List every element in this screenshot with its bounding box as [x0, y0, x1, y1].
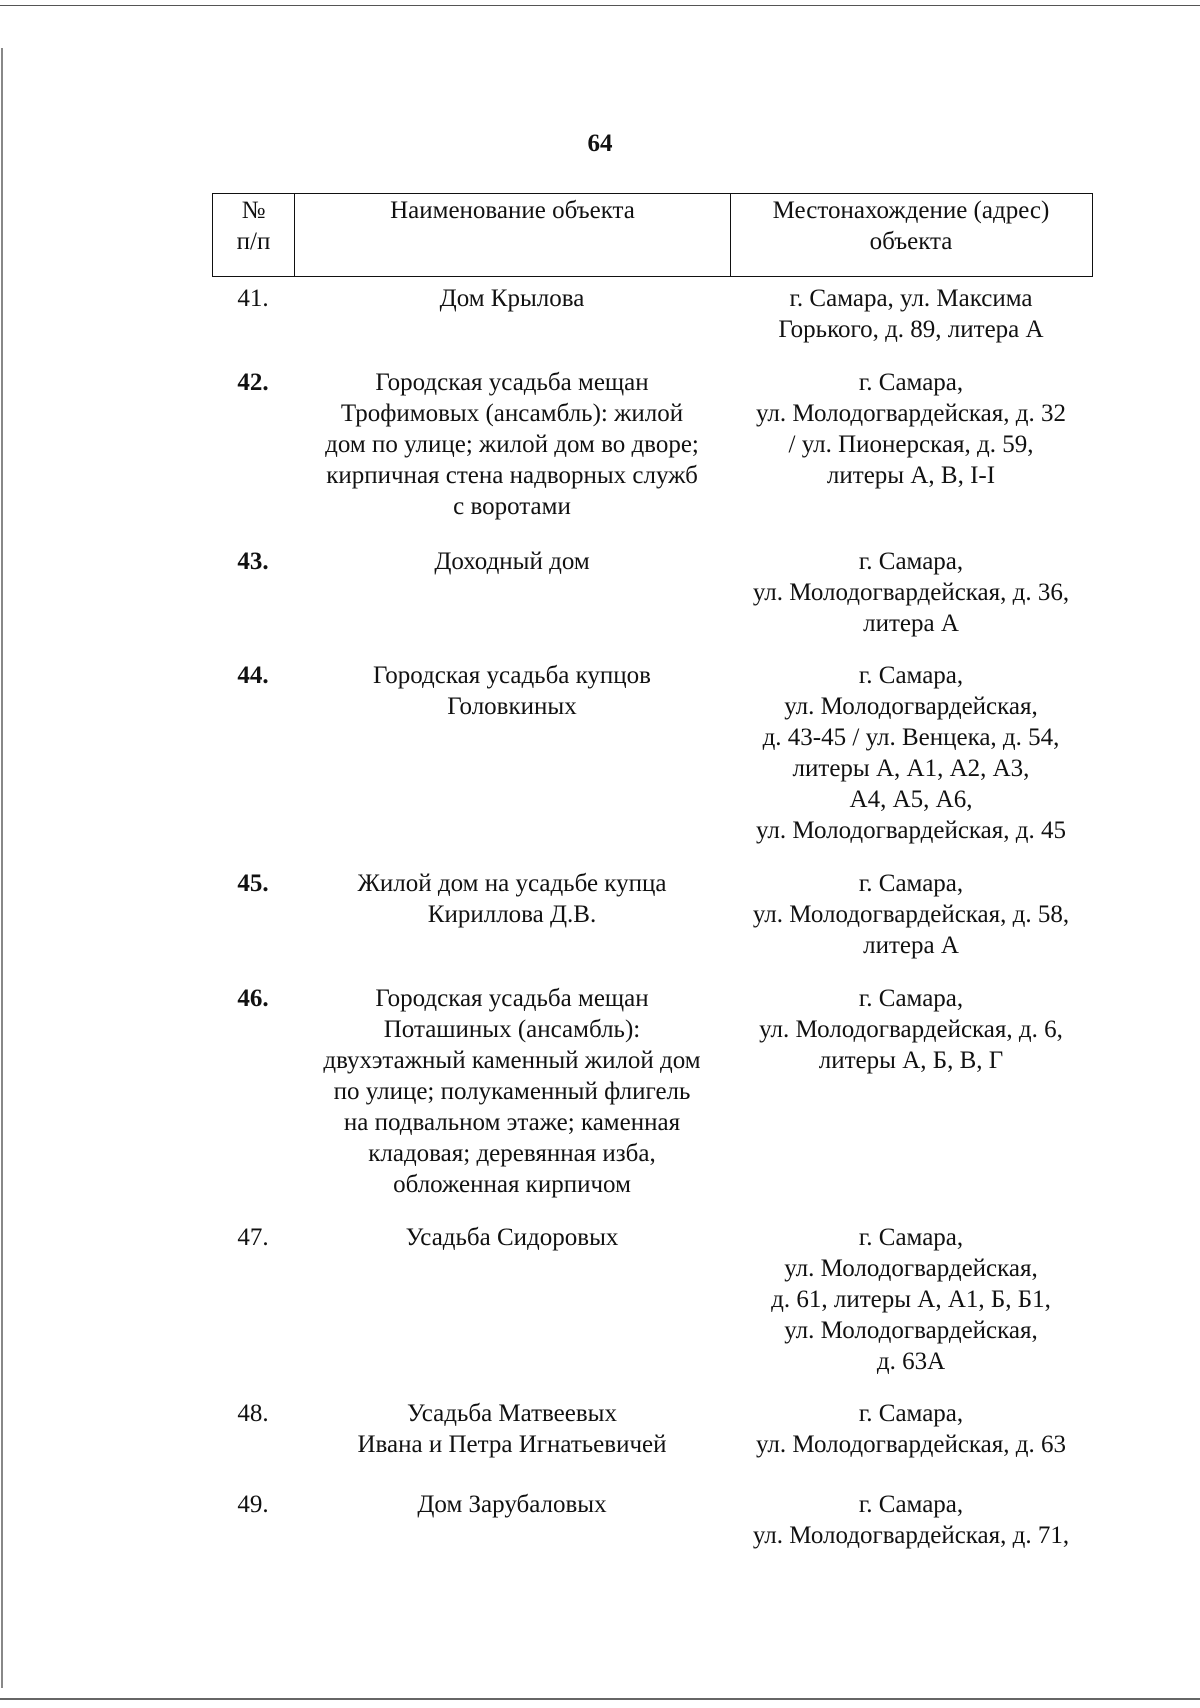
object-address-line: ул. Молодогвардейская, д. 45	[756, 817, 1066, 844]
object-name-line: Жилой дом на усадьбе купца	[357, 870, 667, 897]
object-name-line: Городская усадьба мещан	[375, 985, 649, 1012]
object-address-line: д. 63А	[876, 1348, 946, 1375]
object-address-line: ул. Молодогвардейская,	[784, 693, 1038, 720]
object-address-line: литеры А, А1, А2, А3,	[792, 755, 1030, 782]
object-address-line: литера А	[863, 610, 959, 637]
object-name-line: по улице; полукаменный флигель	[333, 1078, 691, 1105]
object-address-line: ул. Молодогвардейская,	[784, 1317, 1038, 1344]
object-address-cell	[730, 1489, 1092, 1551]
header-name-label: Наименование объекта	[390, 197, 635, 224]
header-address-label-1: Местонахождение (адрес)	[772, 197, 1050, 224]
object-address-line: ул. Молодогвардейская, д. 32	[756, 400, 1066, 427]
table-header	[212, 193, 1093, 277]
object-name-line: Кириллова Д.В.	[427, 901, 597, 928]
row-number: 42.	[237, 369, 269, 396]
object-name-cell	[294, 983, 730, 1200]
object-address-line: ул. Молодогвардейская,	[784, 1255, 1038, 1282]
page-number: 64	[587, 130, 613, 157]
object-address-line: литеры А, Б, В, Г	[818, 1047, 1004, 1074]
object-address-cell	[730, 1222, 1092, 1377]
object-address-cell	[730, 660, 1092, 846]
object-name-cell	[294, 1398, 730, 1460]
object-address-cell	[730, 983, 1092, 1076]
scan-edge-top	[0, 5, 1200, 6]
object-name-line: дом по улице; жилой дом во дворе;	[325, 431, 699, 458]
object-name-cell	[294, 1489, 730, 1520]
object-name-cell	[294, 283, 730, 314]
object-address-line: г. Самара,	[858, 1400, 964, 1427]
header-address-column	[731, 194, 1091, 276]
object-address-line: ул. Молодогвардейская, д. 58,	[752, 901, 1070, 928]
object-address-line: г. Самара,	[858, 985, 964, 1012]
object-name-line: Городская усадьба купцов	[372, 662, 651, 689]
object-address-cell	[730, 1398, 1092, 1460]
object-address-line: г. Самара,	[858, 1491, 964, 1518]
row-number: 44.	[237, 662, 269, 689]
object-address-line: ул. Молодогвардейская, д. 6,	[759, 1016, 1063, 1043]
object-address-line: ул. Молодогвардейская, д. 71,	[752, 1522, 1070, 1549]
object-address-line: / ул. Пионерская, д. 59,	[788, 431, 1034, 458]
object-name-line: Ивана и Петра Игнатьевичей	[357, 1431, 667, 1458]
header-address-label-2: объекта	[869, 228, 953, 255]
row-number: 45.	[237, 870, 269, 897]
object-address-line: литеры А, В, I-I	[826, 462, 996, 489]
object-name-cell	[294, 1222, 730, 1253]
row-number: 46.	[237, 985, 269, 1012]
object-name-line: двухэтажный каменный жилой дом	[323, 1047, 701, 1074]
scan-edge-bottom	[0, 1698, 1200, 1700]
object-address-line: г. Самара, ул. Максима	[789, 285, 1033, 312]
object-address-line: ул. Молодогвардейская, д. 36,	[752, 579, 1070, 606]
object-name-line: Доходный дом	[434, 548, 590, 575]
object-name-line: с воротами	[453, 493, 571, 520]
object-name-cell	[294, 546, 730, 577]
object-address-cell	[730, 283, 1092, 345]
header-number-abbrev: п/п	[236, 228, 271, 255]
object-name-line: Трофимовых (ансамбль): жилой	[340, 400, 684, 427]
object-address-cell	[730, 367, 1092, 491]
header-name-column	[295, 194, 731, 276]
object-name-line: Дом Крылова	[439, 285, 585, 312]
object-address-line: литера А	[863, 932, 959, 959]
object-name-line: на подвальном этаже; каменная	[343, 1109, 681, 1136]
row-number: 41.	[237, 285, 269, 312]
header-number-column	[213, 194, 295, 276]
row-number: 43.	[237, 548, 269, 575]
object-address-cell	[730, 868, 1092, 961]
object-name-cell	[294, 868, 730, 930]
object-name-cell	[294, 367, 730, 522]
object-address-line: г. Самара,	[858, 369, 964, 396]
object-address-line: г. Самара,	[858, 662, 964, 689]
object-name-cell	[294, 660, 730, 722]
object-name-line: Усадьба Матвеевых	[407, 1400, 617, 1427]
object-name-line: обложенная кирпичом	[393, 1171, 631, 1198]
object-name-line: Головкиных	[447, 693, 577, 720]
row-number: 47.	[237, 1224, 269, 1251]
object-address-line: д. 61, литеры А, А1, Б, Б1,	[771, 1286, 1051, 1313]
object-name-line: кирпичная стена надворных служб	[326, 462, 698, 489]
object-address-line: г. Самара,	[858, 548, 964, 575]
object-name-line: кладовая; деревянная изба,	[368, 1140, 656, 1167]
object-name-line: Усадьба Сидоровых	[405, 1224, 619, 1251]
object-name-line: Дом Зарубаловых	[417, 1491, 607, 1518]
object-name-line: Городская усадьба мещан	[375, 369, 649, 396]
object-name-line: Поташиных (ансамбль):	[383, 1016, 641, 1043]
scan-edge-left	[1, 48, 3, 1688]
object-address-line: А4, А5, А6,	[849, 786, 973, 813]
header-number-symbol: №	[241, 197, 266, 224]
object-address-line: г. Самара,	[858, 1224, 964, 1251]
object-address-cell	[730, 546, 1092, 639]
object-address-line: Горького, д. 89, литера А	[778, 316, 1044, 343]
object-address-line: д. 43-45 / ул. Венцека, д. 54,	[762, 724, 1060, 751]
object-address-line: ул. Молодогвардейская, д. 63	[756, 1431, 1066, 1458]
row-number: 48.	[237, 1400, 269, 1427]
object-address-line: г. Самара,	[858, 870, 964, 897]
row-number: 49.	[237, 1491, 269, 1518]
